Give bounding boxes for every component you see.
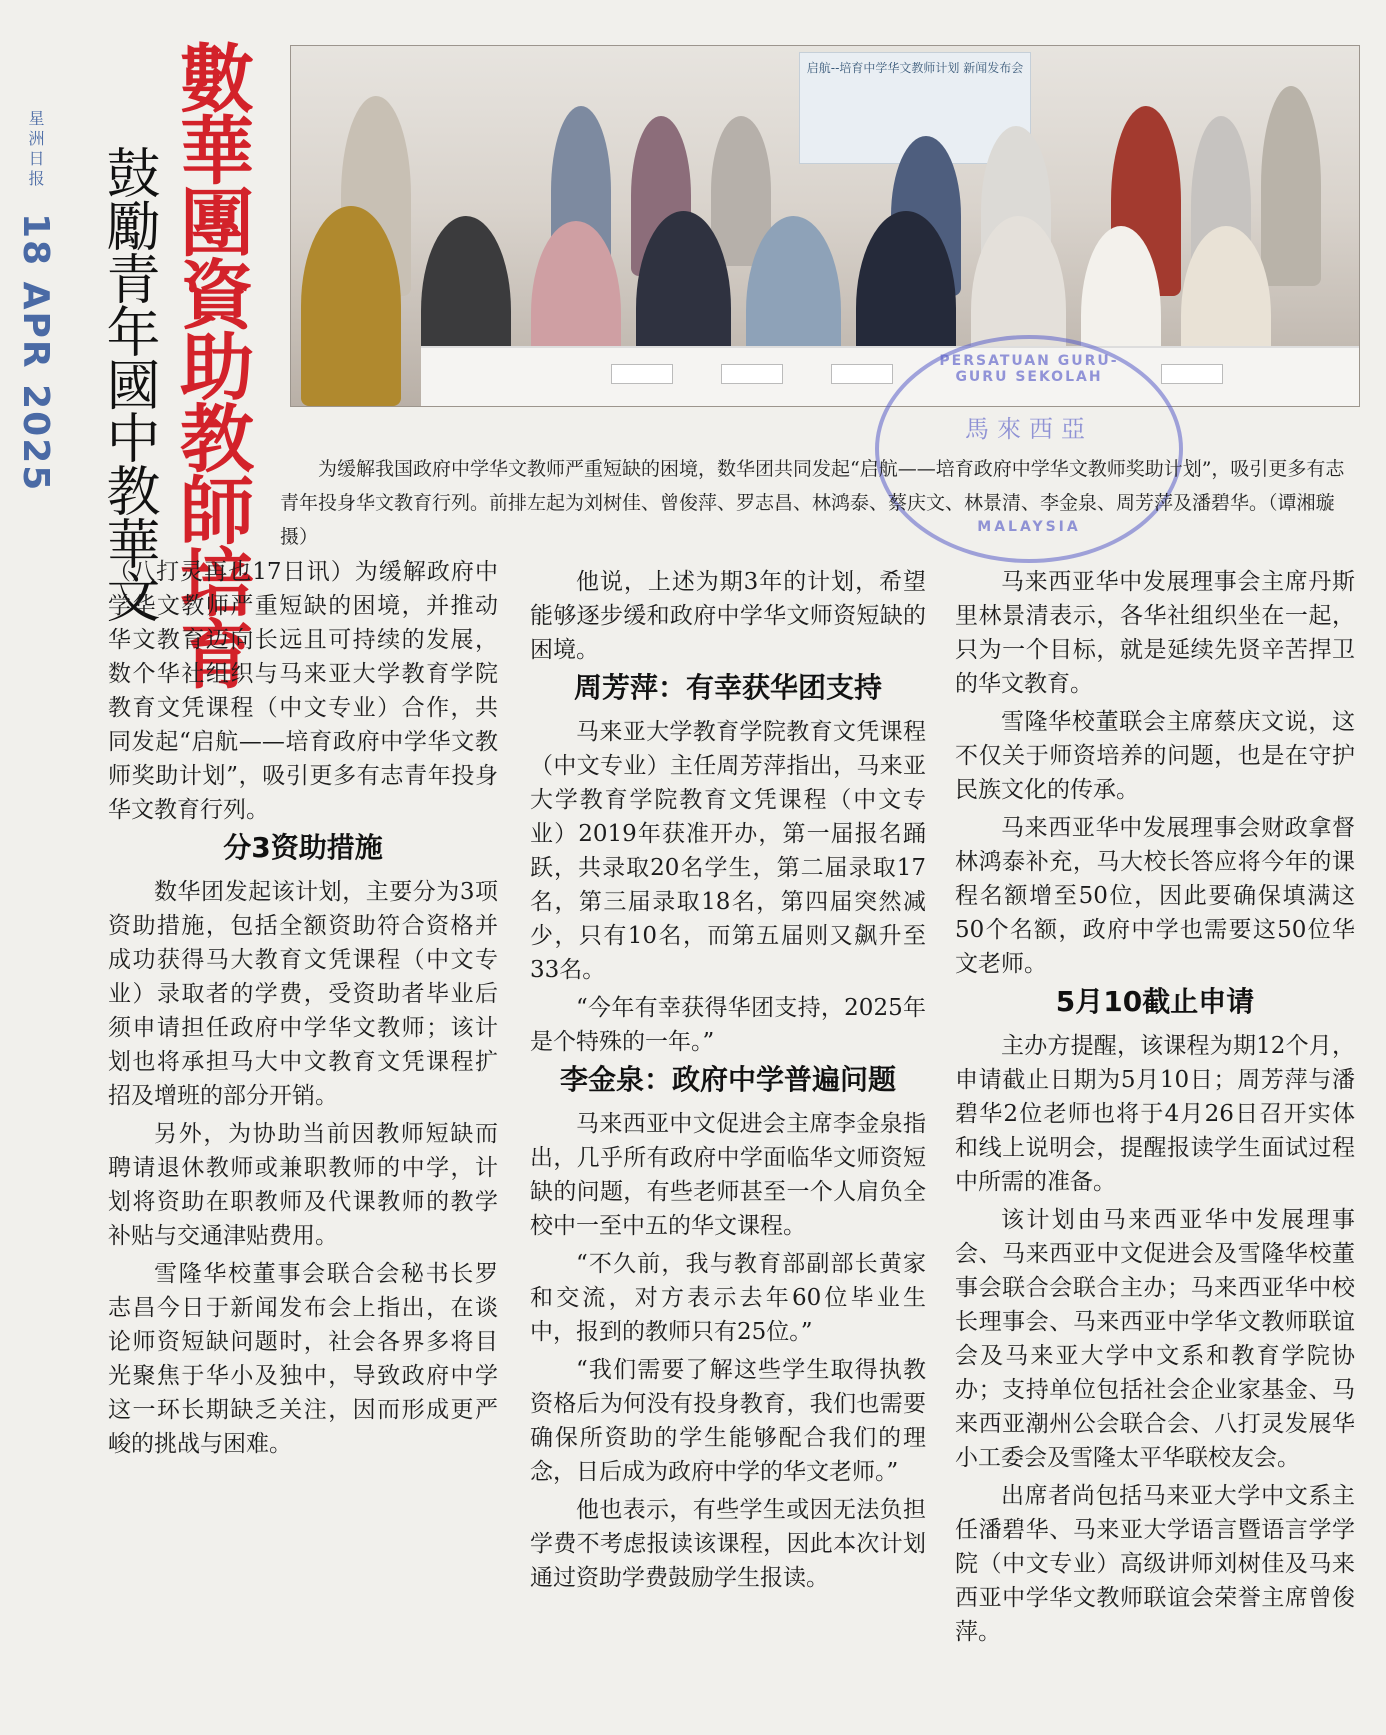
lead-paragraph: （八打灵再也17日讯）为缓解政府中学华文教师严重短缺的困境，并推动华文教育迈向长远且可持续的发展，数个华社组织与马来亚大学教育学院教育文凭课程（中文专业）合作，共同发起“启航——培育政府中学华文教师奖助计划”，吸引更多有志青年投身华文教育行列。 — [108, 559, 498, 823]
paragraph: 马来西亚华中发展理事会财政拿督林鸿泰补充，马大校长答应将今年的课程名额增至50位，因此要确保填满这50个名额，政府中学也需要这50位华文老师。 — [955, 815, 1355, 977]
paragraph: 雪隆华校董事会联合会秘书长罗志昌今日于新闻发布会上指出，在谈论师资短缺问题时，社会各界多将目光聚焦于华小及独中，导致政府中学这一环长期缺乏关注，因而形成更严峻的挑战与困难。 — [108, 1261, 498, 1457]
group-photo — [290, 45, 1360, 407]
section-heading: 周芳萍：有幸获华团支持 — [573, 671, 882, 704]
nameplate — [611, 364, 673, 384]
banner-text: 启航--培育中学华文教师计划 新闻发布会 — [806, 61, 1024, 75]
person-figure — [1261, 86, 1321, 286]
issue-date: 18 APR 2025 — [15, 213, 56, 493]
stamp-center-text: 馬來西亞 — [965, 415, 1093, 443]
nameplate — [1161, 364, 1223, 384]
article-column-3 — [955, 565, 1355, 1653]
paragraph: 数华团发起该计划，主要分为3项资助措施，包括全额资助符合资格并成功获得马大教育文凭课程（中文专业）录取者的学费，受资助者毕业后须申请担任政府中学华文教师；该计划也将承担马大中文教育文凭课程扩招及增班的部分开销。 — [108, 879, 498, 1109]
paragraph: 该计划由马来西亚华中发展理事会、马来西亚中文促进会及雪隆华校董事会联合会联合主办；马来西亚华中校长理事会、马来西亚中学华文教师联谊会及马来亚大学中文系和教育学院协办；支持单位包括社会企业家基金、马来西亚潮州公会联合会、八打灵发展华小工委会及雪隆太平华联校友会。 — [955, 1207, 1355, 1471]
paragraph: 出席者尚包括马来亚大学中文系主任潘碧华、马来亚大学语言暨语言学学院（中文专业）高级讲师刘树佳及马来西亚中学华文教师联谊会荣誉主席曾俊萍。 — [955, 1483, 1355, 1645]
stamp-bottom-text: MALAYSIA — [977, 519, 1081, 535]
paragraph: “今年有幸获得华团支持，2025年是个特殊的一年。” — [530, 995, 926, 1055]
headline: 數華團資助教師培育 — [168, 40, 254, 688]
subheadline: 鼓勵青年國中教華文 — [98, 145, 161, 622]
stamp-ring-text: PERSATUAN GURU-GURU SEKOLAH — [939, 353, 1119, 385]
paragraph: 雪隆华校董联会主席蔡庆文说，这不仅关于师资培养的问题，也是在守护民族文化的传承。 — [955, 709, 1355, 803]
section-heading: 分3资助措施 — [223, 831, 383, 864]
paragraph: 马来西亚中文促进会主席李金泉指出，几乎所有政府中学面临华文师资短缺的问题，有些老师甚至一个人肩负全校中一至中五的华文课程。 — [530, 1111, 926, 1239]
section-heading: 李金泉：政府中学普遍问题 — [559, 1063, 896, 1096]
nameplate — [831, 364, 893, 384]
paper-name: 星洲日报 — [26, 110, 45, 190]
person-figure — [301, 206, 401, 406]
photo-caption: 为缓解我国政府中学华文教师严重短缺的困境，数华团共同发起“启航——培育政府中学华文教师奖助计划”，吸引更多有志青年投身华文教育行列。前排左起为刘树佳、曾俊萍、罗志昌、林鸿泰、蔡庆文、林景清、李金泉、周芳萍及潘碧华。（谭湘璇摄） — [280, 458, 1345, 548]
paragraph: “不久前，我与教育部副部长黄家和交流，对方表示去年60位毕业生中，报到的教师只有25位。” — [530, 1251, 926, 1345]
paragraph: “我们需要了解这些学生取得执教资格后为何没有投身教育，我们也需要确保所资助的学生能够配合我们的理念，日后成为政府中学的华文老师。” — [530, 1357, 926, 1485]
paragraph: 他说，上述为期3年的计划，希望能够逐步缓和政府中学华文师资短缺的困境。 — [530, 569, 926, 663]
article-column-1 — [108, 555, 498, 1465]
nameplate — [721, 364, 783, 384]
section-heading: 5月10截止申请 — [1055, 985, 1255, 1018]
paragraph: 马来亚大学教育学院教育文凭课程（中文专业）主任周芳萍指出，马来亚大学教育学院教育文凭课程（中文专业）2019年获准开办，第一届报名踊跃，共录取20名学生，第二届录取17名，第三届录取18名，第四届突然减少，只有10名，而第五届则又飙升至33名。 — [530, 719, 926, 983]
paragraph: 另外，为协助当前因教师短缺而聘请退休教师或兼职教师的中学，计划将资助在职教师及代课教师的教学补贴与交通津贴费用。 — [108, 1121, 498, 1249]
masthead-label — [4, 110, 56, 610]
paragraph: 主办方提醒，该课程为期12个月，申请截止日期为5月10日；周芳萍与潘碧华2位老师也将于4月26日召开实体和线上说明会，提醒报读学生面试过程中所需的准备。 — [955, 1033, 1355, 1195]
paragraph: 马来西亚华中发展理事会主席丹斯里林景清表示，各华社组织坐在一起，只为一个目标，就是延续先贤辛苦捍卫的华文教育。 — [955, 569, 1355, 697]
paragraph: 他也表示，有些学生或因无法负担学费不考虑报读该课程，因此本次计划通过资助学费鼓励学生报读。 — [530, 1497, 926, 1591]
article-column-2 — [530, 565, 926, 1599]
